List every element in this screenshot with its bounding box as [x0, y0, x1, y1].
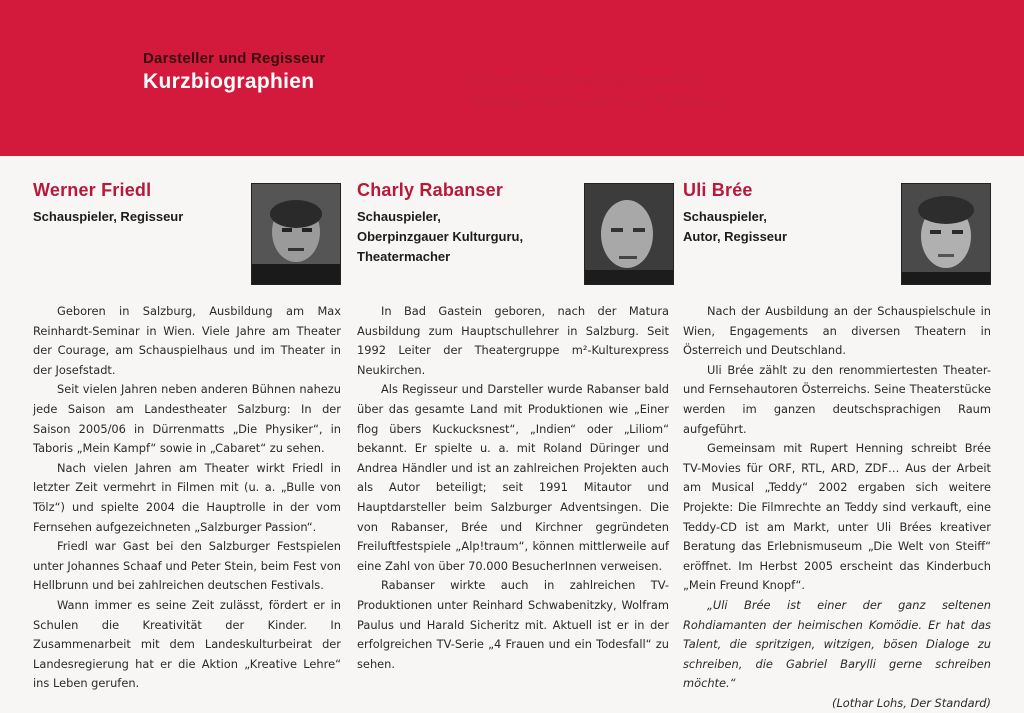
show-through-text: [472, 70, 812, 114]
bio-uli-bree: [683, 180, 991, 710]
show-through-line-2: Werner Friedl und Charly Rabanser: [472, 94, 725, 111]
person-name: Werner Friedl: [33, 180, 152, 200]
bio-paragraph: Friedl war Gast bei den Salzburger Festspielen unter Johannes Schaaf und Peter Stein, beim Fest von Hellbrunn und bei zahlreichen deutschen Festivals.: [33, 539, 341, 593]
portrait-photo-icon: [584, 183, 674, 285]
bio-paragraph: Rabanser wirkte auch in zahlreichen TV-Produktionen unter Reinhard Schwabenitzky, Wolfram Paulus und Harald Sicheritz mit. Aktuell ist er in der erfolgreichen TV-Serie „4 Frauen und ein Todesfall“ zu sehen.: [357, 578, 669, 671]
bio-paragraph: Uli Brée zählt zu den renommiertesten Theater- und Fernsehautoren Österreichs. Seine Theaterstücke werden im ganzen deutschsprachigen Raum aufgeführt.: [683, 362, 991, 436]
role-line: Schauspieler, Regisseur: [33, 209, 184, 224]
bio-text: [683, 302, 991, 713]
show-through-line-1: Interview mit den Schauspielern: [472, 72, 699, 89]
bio-paragraph: Als Regisseur und Darsteller wurde Rabanser bald über das gesamte Land mit Produktionen wie „Einer flog übers Kuckucksnest“, „Indien“ oder „Liliom“ bekannt. Er spielte u. a. mit Roland Düringer und Andrea Händler und ist an zahlreichen Projekten auch als Autor beteiligt; seit 1991 Mitautor und Hauptdarsteller beim Salzburger Adventsingen. Die von Rabanser, Brée und Kirchner gegründeten Freiluftfestspiele „Alp!traum“, können mittlerweile auf eine Zahl von über 70.000 BesucherInnen verweisen.: [357, 382, 669, 573]
portrait-image: [252, 184, 340, 284]
bio-paragraph: Seit vielen Jahren neben anderen Bühnen nahezu jede Saison am Landestheater Salzburg: In der Saison 2005/06 in Dürrenmatts „Die Physiker“, in Taboris „Mein Kampf“ sowie in „Cabaret“ zu sehen.: [33, 382, 341, 456]
portrait-image: [902, 184, 990, 284]
person-name: Uli Brée: [683, 180, 753, 200]
bio-paragraph: Geboren in Salzburg, Ausbildung am Max Reinhardt-Seminar in Wien. Viele Jahre am Theater der Courage, am Schauspielhaus und im Theater in der Josefstadt.: [33, 304, 341, 377]
role-line: Schauspieler,: [357, 209, 441, 224]
role-line: Theatermacher: [357, 249, 451, 264]
bio-text: [33, 302, 341, 694]
bio-paragraph: Gemeinsam mit Rupert Henning schreibt Brée TV-Movies für ORF, RTL, ARD, ZDF… Aus der Arbeit am Musical „Teddy“ 2002 ergaben sich weitere Projekte: Die Filmrechte an Teddy sind verkauft, eine Teddy-CD ist am Markt, unter Uli Brées kreativer Beratung das Erlebnismuseum „Die Welt von Steiff“ eröffnet. Im Herbst 2005 erscheint das Kinderbuch „Mein Freund Knopf“.: [683, 441, 991, 593]
bio-paragraph: In Bad Gastein geboren, nach der Matura Ausbildung zum Hauptschullehrer in Salzburg. Seit 1992 Leiter der Theatergruppe m²-Kulturexpress Neukirchen.: [357, 304, 669, 377]
header-title: Kurzbiographien: [143, 70, 315, 93]
header-banner: [0, 0, 1024, 156]
role-line: Schauspieler,: [683, 209, 767, 224]
bio-charly-rabanser: [357, 180, 669, 671]
portrait-photo-icon: [251, 183, 341, 285]
bio-paragraph: Nach der Ausbildung an der Schauspielschule in Wien, Engagements an diversen Theatern in Österreich und Deutschland.: [683, 304, 991, 358]
press-quote: „Uli Brée ist einer der ganz seltenen Rohdiamanten der heimischen Komödie. Er hat das Talent, die spritzigen, witzigen, bösen Dialoge zu schreiben, die Gabriel Barylli gerne schreiben möchte.“: [683, 597, 991, 691]
portrait-image: [585, 184, 673, 284]
role-line: Oberpinzgauer Kulturguru,: [357, 229, 524, 244]
quote-source: (Lothar Lohs, Der Standard): [832, 695, 991, 710]
bio-paragraph: Nach vielen Jahren am Theater wirkt Friedl in letzter Zeit vermehrt in Filmen mit (u. a. „Bulle von Tölz“) und spielte 2004 die Hauptrolle in der vom Fernsehen aufgezeichneten „Salzburger Passion“.: [33, 460, 341, 534]
bio-werner-friedl: [33, 180, 341, 691]
bio-paragraph: Wann immer es seine Zeit zulässt, fördert er in Schulen die Kreativität der Kinder. In Zusammenarbeit mit dem Landeskulturbeirat der Landesregierung hat er die Aktion „Kreative Lehre“ ins Leben gerufen.: [33, 597, 341, 691]
person-name: Charly Rabanser: [357, 180, 504, 200]
bio-text: [357, 302, 669, 674]
header-subtitle: Darsteller und Regisseur: [143, 50, 326, 67]
role-line: Autor, Regisseur: [683, 229, 788, 244]
portrait-photo-icon: [901, 183, 991, 285]
